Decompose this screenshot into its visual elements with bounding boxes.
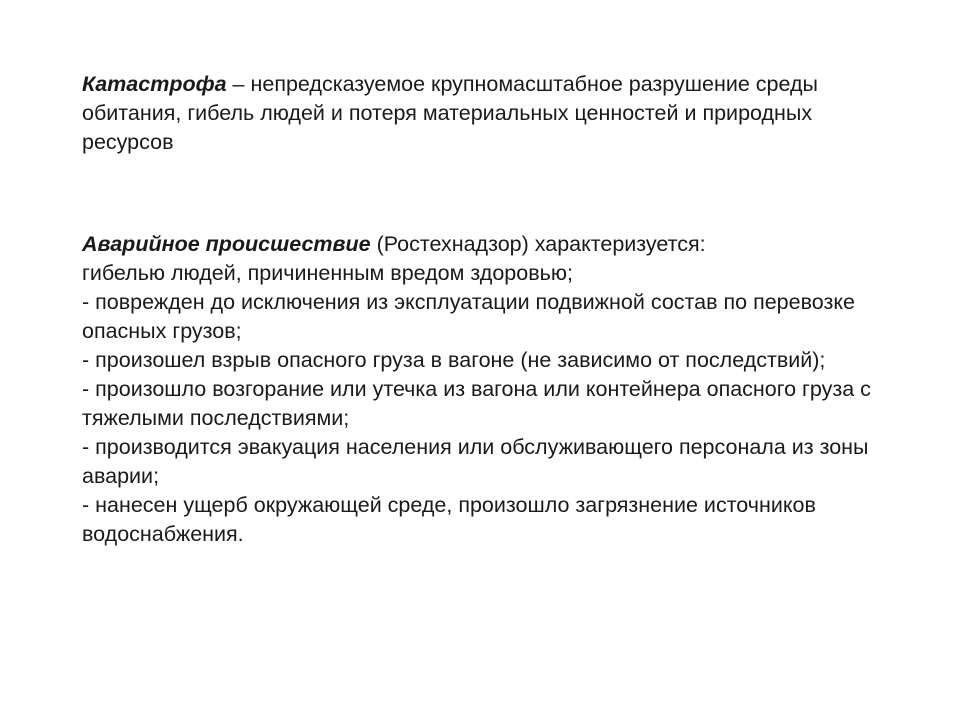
catastrophe-paragraph [82,70,902,157]
accident-intro: (Ростехнадзор) характеризуется: [370,232,706,256]
catastrophe-definition-text: – непредсказуемое крупномасштабное разрушение среды обитания, гибель людей и потеря материальных ценностей и природных ресурсов [82,72,818,154]
accident-item: - произошло возгорание или утечка из вагона или контейнера опасного груза с тяжелыми последствиями; [82,377,871,430]
accident-item: - произошел взрыв опасного груза в вагоне (не зависимо от последствий); [82,348,826,372]
accident-term: Аварийное происшествие [82,232,371,256]
accident-first-line: гибелью людей, причиненным вредом здоровью; [82,261,573,285]
accident-heading [82,230,902,259]
accident-item: - нанесен ущерб окружающей среде, произошло загрязнение источников водоснабжения. [82,493,816,546]
catastrophe-term: Катастрофа [82,72,227,96]
accident-item: - производится эвакуация населения или обслуживающего персонала из зоны аварии; [82,435,869,488]
accident-item: - поврежден до исключения из эксплуатации подвижной состав по перевозке опасных грузов; [82,290,855,343]
catastrophe-definition [82,70,902,157]
accident-definition [82,230,902,549]
